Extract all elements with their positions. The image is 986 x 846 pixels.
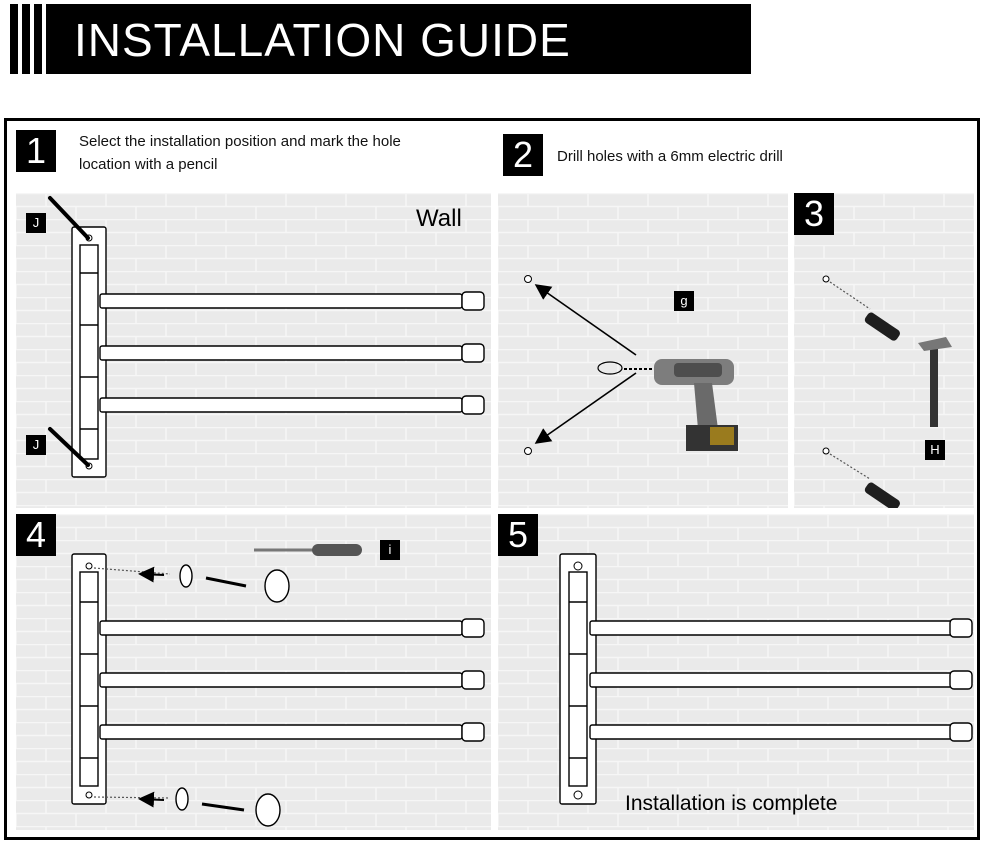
page-title: INSTALLATION GUIDE <box>74 14 571 66</box>
wall-label: Wall <box>416 205 462 232</box>
step-2-number: 2 <box>503 134 543 176</box>
step-4-panel <box>16 514 491 830</box>
wall-anchor-icon <box>180 565 192 587</box>
tag-h: H <box>925 440 945 460</box>
tag-g: g <box>674 291 694 311</box>
tag-i: i <box>380 540 400 560</box>
step-3-number: 3 <box>794 193 834 235</box>
title-banner <box>10 4 751 74</box>
tag-j-bottom: J <box>26 435 46 455</box>
step-1-number: 1 <box>16 130 56 172</box>
tag-j-top: J <box>26 213 46 233</box>
step-2-panel <box>498 193 788 508</box>
banner-stripe <box>30 4 34 74</box>
step-1-panel <box>16 193 491 508</box>
banner-stripe <box>42 4 46 74</box>
step-5-number: 5 <box>498 514 538 556</box>
step-1-caption-line-1: Select the installation position and mark the hole <box>79 133 401 150</box>
step-5-panel <box>498 514 974 830</box>
banner-stripe <box>18 4 22 74</box>
step-1-caption-line-2: location with a pencil <box>79 156 218 173</box>
step-2-caption: Drill holes with a 6mm electric drill <box>557 148 783 165</box>
step-4-number: 4 <box>16 514 56 556</box>
wall-anchor-icon <box>176 788 188 810</box>
step-1-caption <box>79 130 479 176</box>
step-3-panel <box>794 193 974 508</box>
completion-label: Installation is complete <box>625 792 838 815</box>
